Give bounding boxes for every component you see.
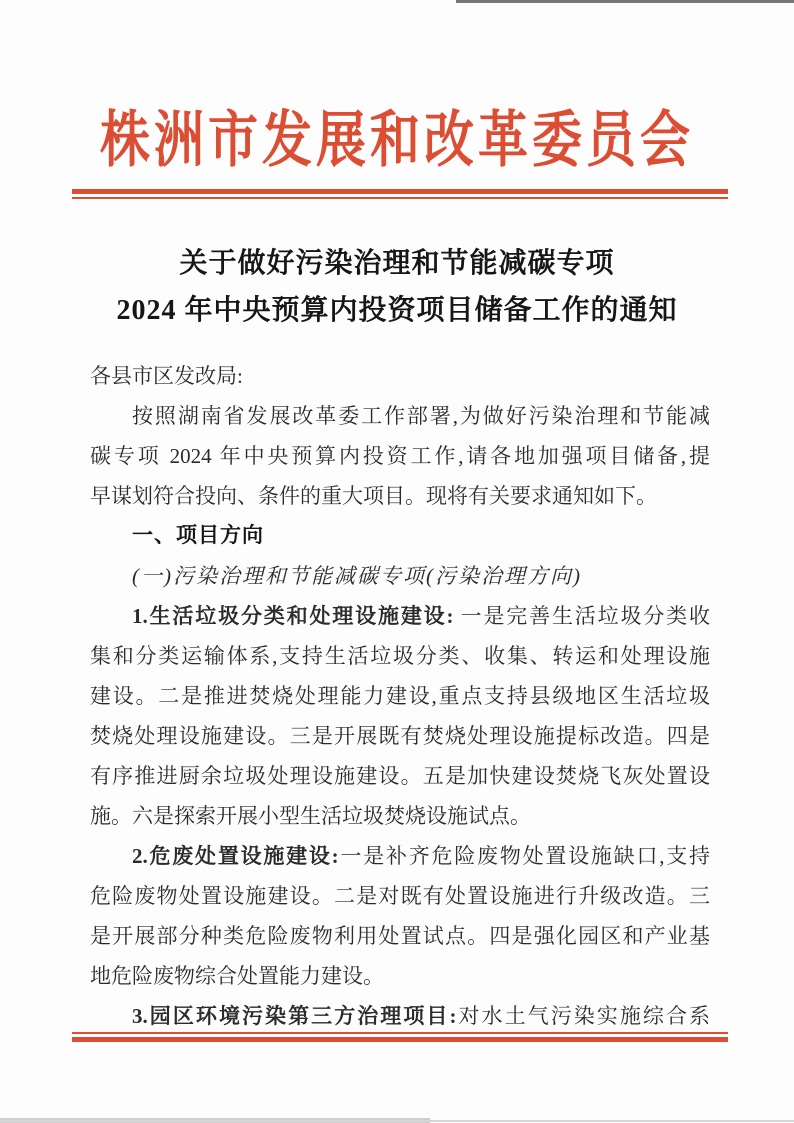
item1-line6: 施。六是探索开展小型生活垃圾焚烧设施试点。 (90, 804, 531, 828)
scan-artifact-top-edge (456, 0, 794, 3)
item1-line3: 建设。二是推进焚烧处理能力建设,重点支持县级地区生活垃圾 (90, 684, 710, 708)
item2-lead: 2.危废处置设施建设: (132, 844, 339, 868)
section-subheading-1: (一)污染治理和节能减碳专项(污染治理方向) (132, 564, 582, 588)
footer-rule-thick (72, 1037, 728, 1042)
scan-artifact-bottom-edge (0, 1120, 794, 1122)
item2-line1 (90, 836, 710, 876)
letterhead-rule-thin (72, 197, 728, 199)
letterhead-org-name: 株洲市发展和改革委员会 (100, 105, 694, 175)
item1-line1-rest: 一是完善生活垃圾分类收 (453, 604, 711, 628)
item2-line4: 地危险废物综合处置能力建设。 (90, 964, 384, 988)
salutation: 各县市区发改局: (90, 364, 243, 388)
document-body (90, 356, 710, 1036)
item1-line4: 焚烧处理设施建设。三是开展既有焚烧处理设施提标改造。四是 (90, 724, 710, 748)
item1-line5: 有序推进厨余垃圾处理设施建设。五是加快建设焚烧飞灰处置设 (90, 764, 710, 788)
footer-rule-thin (72, 1032, 728, 1034)
document-title (60, 240, 734, 334)
para1-line2: 碳专项 2024 年中央预算内投资工作,请各地加强项目储备,提 (90, 444, 710, 468)
item1-line1 (90, 596, 710, 636)
para1-line1: 按照湖南省发展改革委工作部署,为做好污染治理和节能减 (132, 404, 710, 428)
item2-line3: 是开展部分种类危险废物利用处置试点。四是强化园区和产业基 (90, 924, 710, 948)
section-heading-1: 一、项目方向 (132, 524, 264, 547)
item1-line2: 集和分类运输体系,支持生活垃圾分类、收集、转运和处理设施 (90, 644, 710, 668)
item3-lead: 3.园区环境污染第三方治理项目: (132, 1004, 457, 1028)
item3-line1-rest: 对水土气污染实施综合系 (456, 1004, 711, 1028)
item1-lead: 1.生活垃圾分类和处理设施建设: (132, 604, 454, 628)
document-title-line2: 2024 年中央预算内投资项目储备工作的通知 (116, 295, 678, 326)
letterhead-rule-thick (72, 189, 728, 194)
document-title-line1: 关于做好污染治理和节能减碳专项 (179, 248, 615, 279)
para1-line3: 早谋划符合投向、条件的重大项目。现将有关要求通知如下。 (90, 484, 657, 508)
item2-line2: 危险废物处置设施建设。二是对既有处置设施进行升级改造。三 (90, 884, 710, 908)
item2-line1-rest: 一是补齐危险废物处置设施缺口,支持 (338, 844, 710, 868)
item3-line1 (90, 996, 710, 1036)
